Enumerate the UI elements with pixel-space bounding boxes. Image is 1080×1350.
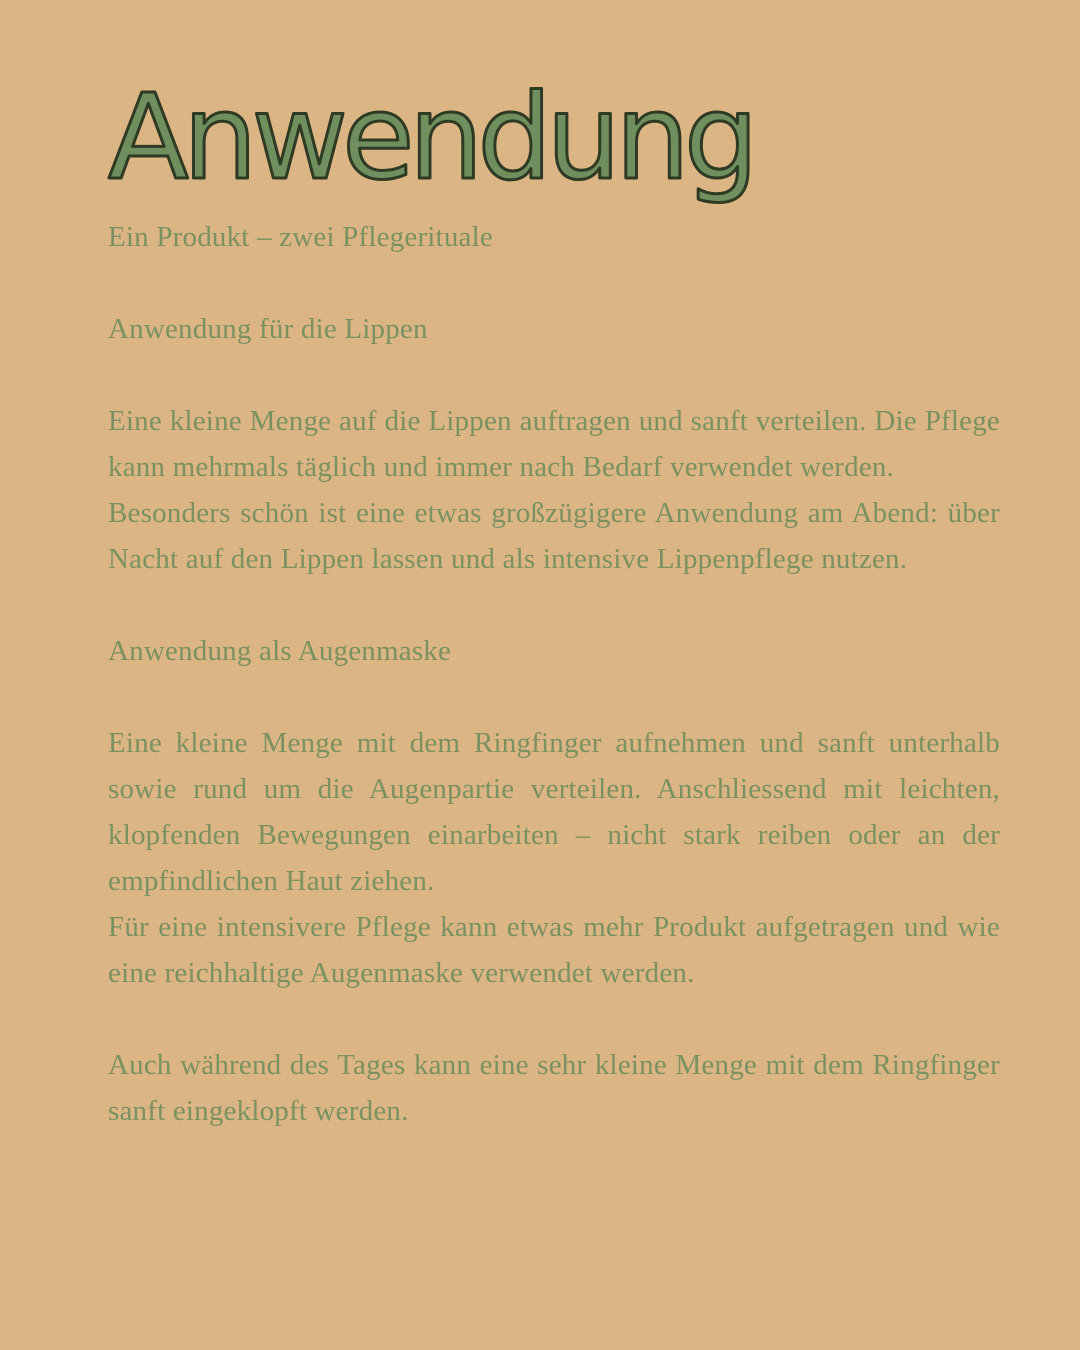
eyes-paragraph-2: Für eine intensivere Pflege kann etwas mehr Produkt aufgetragen und wie eine reichhaltige Augenmaske verwendet werden.	[108, 911, 1000, 989]
spacer	[108, 260, 1000, 306]
eyes-paragraph-1: Eine kleine Menge mit dem Ringfinger aufnehmen und sanft unterhalb sowie rund um die Augenpartie verteilen. Anschliessend mit leichten, klopfenden Bewegungen einarbeiten – nicht stark reiben oder an der empfindlichen Haut ziehen.	[108, 727, 1000, 897]
spacer	[108, 582, 1000, 628]
spacer	[108, 996, 1000, 1042]
lips-paragraph-1: Eine kleine Menge auf die Lippen auftragen und sanft verteilen. Die Pflege kann mehrmals täglich und immer nach Bedarf verwendet werden.	[108, 405, 1000, 483]
spacer	[108, 352, 1000, 398]
title-lettering	[104, 56, 753, 236]
page-title	[104, 56, 753, 236]
day-paragraph: Auch während des Tages kann eine sehr kleine Menge mit dem Ringfinger sanft eingeklopft werden.	[108, 1049, 1000, 1127]
subtitle: Ein Produkt – zwei Pflegerituale	[108, 221, 493, 253]
lips-paragraph-2: Besonders schön ist eine etwas großzügigere Anwendung am Abend: über Nacht auf den Lippen lassen und als intensive Lippenpflege nutzen.	[108, 497, 1000, 575]
title-text: Anwendung	[108, 68, 753, 206]
document-body	[108, 214, 1000, 1134]
spacer	[108, 674, 1000, 720]
section-heading-lips: Anwendung für die Lippen	[108, 313, 428, 345]
section-heading-eyes: Anwendung als Augenmaske	[108, 635, 452, 667]
